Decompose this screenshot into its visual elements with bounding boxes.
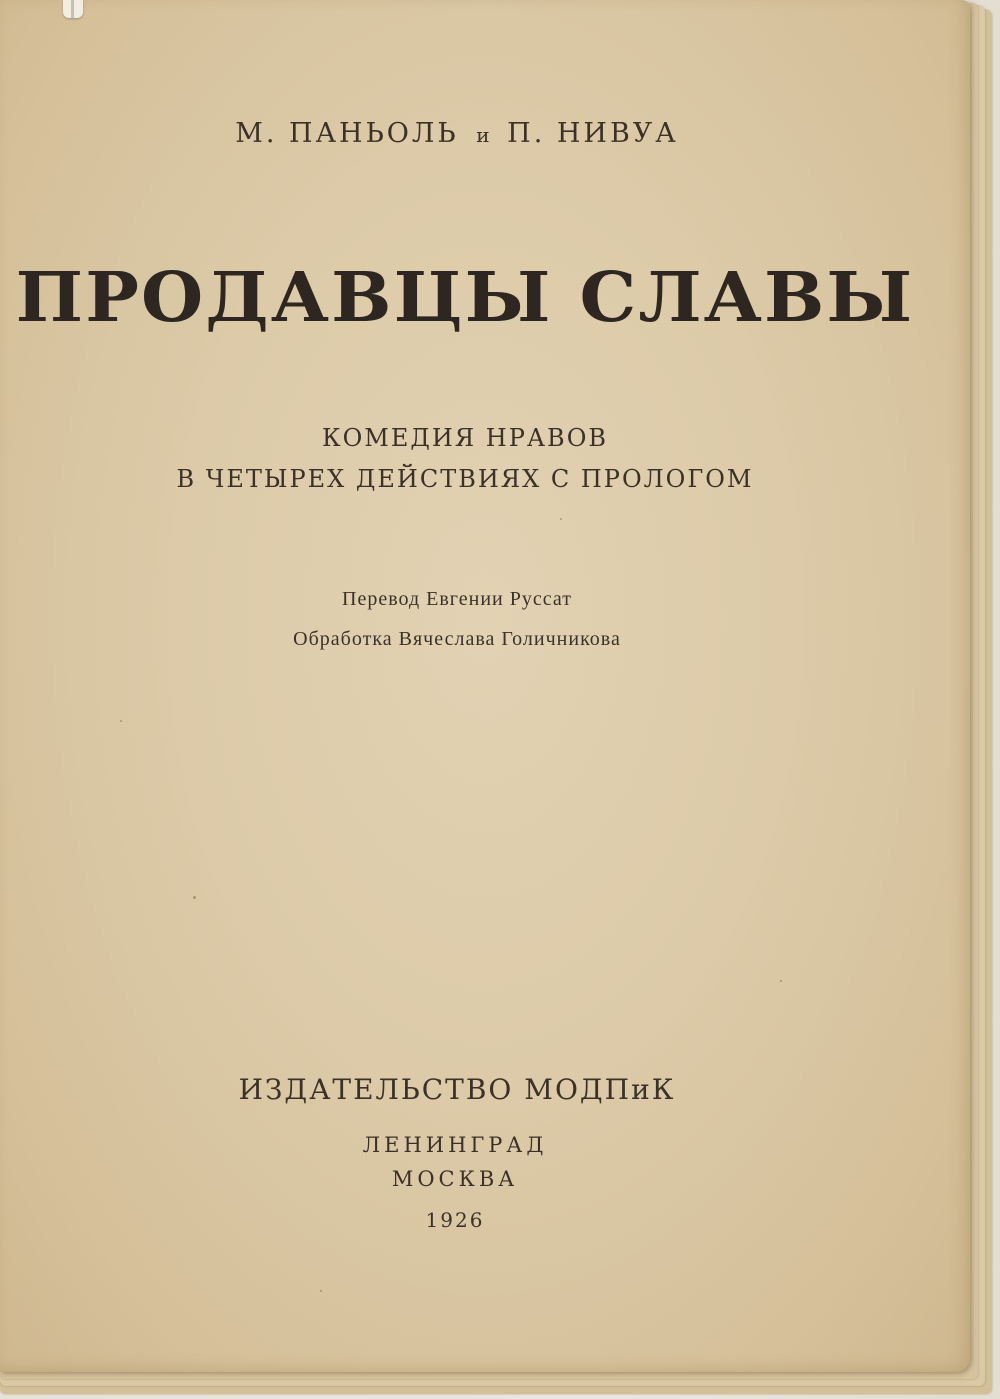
book-title: ПРОДАВЦЫ СЛАВЫ [15, 258, 915, 338]
subtitle-line-1: КОМЕДИЯ НРАВОВ [322, 424, 608, 452]
author-second: П. НИВУА [507, 118, 679, 149]
authors-conjunction: и [476, 123, 490, 147]
author-first: М. ПАНЬОЛЬ [235, 118, 459, 149]
paper-speck [560, 518, 562, 520]
paper-speck [780, 980, 782, 982]
publication-year: 1926 [425, 1208, 485, 1232]
binding-thread [63, 0, 83, 18]
paper-speck [120, 720, 122, 722]
subtitle-line-2: В ЧЕТЫРЕХ ДЕЙСТВИЯХ С ПРОЛОГОМ [176, 465, 754, 493]
authors [0, 118, 942, 149]
paper-speck [320, 1290, 322, 1292]
translation-credit: Перевод Евгении Руссат [342, 588, 572, 610]
city-moscow: МОСКВА [391, 1167, 519, 1191]
city-leningrad: ЛЕНИНГРАД [362, 1133, 548, 1157]
adaptation-credit: Обработка Вячеслава Голичникова [293, 628, 621, 650]
publisher: ИЗДАТЕЛЬСТВО МОДПиК [238, 1073, 676, 1106]
paper-speck [193, 896, 196, 899]
